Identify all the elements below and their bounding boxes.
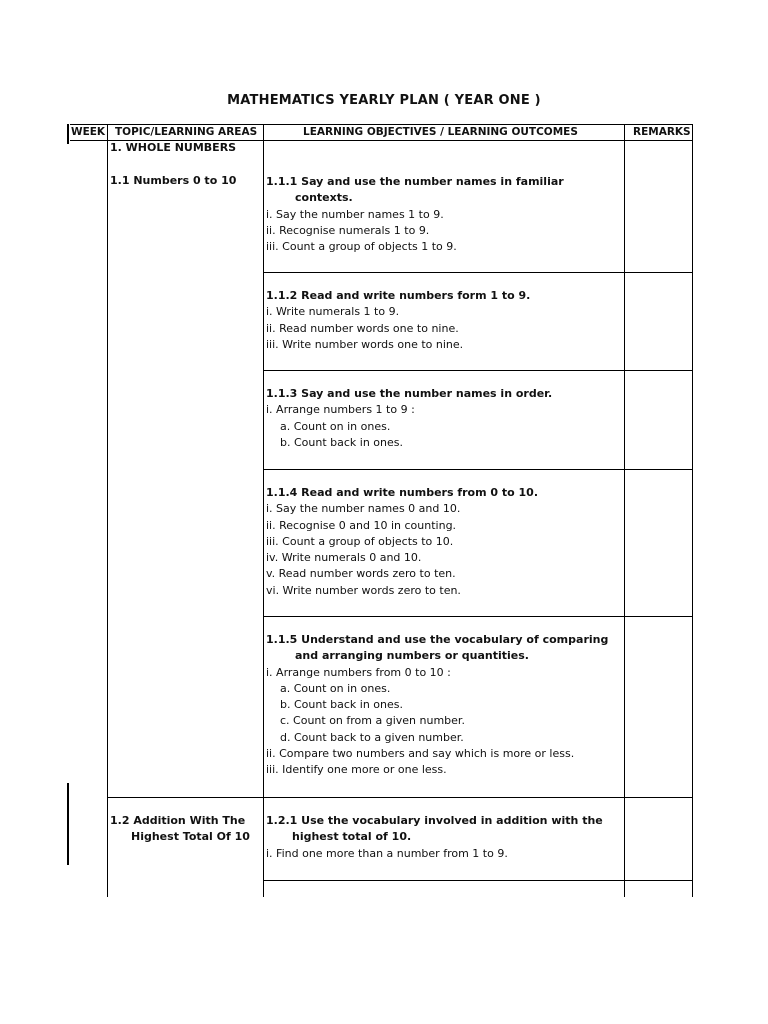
objective-1-2-1 xyxy=(266,813,603,862)
topic-addition-line1: 1.2 Addition With The xyxy=(110,814,246,827)
list-item: i. Find one more than a number from 1 to 9. xyxy=(266,846,508,860)
list-item: v. Read number words zero to ten. xyxy=(266,567,456,581)
list-item: i. Arrange numbers 1 to 9 : xyxy=(266,403,415,417)
objective-1-1-1 xyxy=(266,174,564,255)
list-item: b. Count back in ones. xyxy=(280,435,403,449)
list-item: ii. Recognise numerals 1 to 9. xyxy=(266,223,430,237)
list-item: i. Write numerals 1 to 9. xyxy=(266,305,400,319)
list-item: iii. Write number words one to nine. xyxy=(266,337,464,351)
list-item: a. Count on in ones. xyxy=(280,681,391,695)
objective-heading: 1.2.1 Use the vocabulary involved in addition with the xyxy=(266,814,603,827)
objective-heading: 1.1.3 Say and use the number names in order. xyxy=(266,387,553,400)
list-item: c. Count on from a given number. xyxy=(280,714,465,728)
list-item: i. Say the number names 1 to 9. xyxy=(266,207,444,221)
objective-heading-cont: highest total of 10. xyxy=(292,830,412,844)
objective-1-1-3 xyxy=(266,386,552,451)
objective-heading: 1.1.5 Understand and use the vocabulary of comparing xyxy=(266,633,609,646)
topic-addition-line2: Highest Total Of 10 xyxy=(131,830,250,843)
objective-1-1-4 xyxy=(266,485,538,599)
topic-whole-numbers: 1. WHOLE NUMBERS xyxy=(110,141,237,154)
topic-numbers-0-10: 1.1 Numbers 0 to 10 xyxy=(110,174,237,187)
list-item: ii. Compare two numbers and say which is more or less. xyxy=(266,747,575,761)
list-item: ii. Recognise 0 and 10 in counting. xyxy=(266,518,457,532)
objective-heading-cont: contexts. xyxy=(295,191,353,205)
list-item: vi. Write number words zero to ten. xyxy=(266,583,461,597)
list-item: b. Count back in ones. xyxy=(280,698,403,712)
objective-1-1-2 xyxy=(266,288,530,353)
objective-heading: 1.1.4 Read and write numbers from 0 to 10. xyxy=(266,486,539,499)
list-item: iii. Count a group of objects to 10. xyxy=(266,534,454,548)
list-item: d. Count back to a given number. xyxy=(280,730,464,744)
list-item: iii. Count a group of objects 1 to 9. xyxy=(266,240,457,254)
list-item: ii. Read number words one to nine. xyxy=(266,321,459,335)
list-item: iii. Identify one more or one less. xyxy=(266,763,447,777)
header-objectives: LEARNING OBJECTIVES / LEARNING OUTCOMES xyxy=(303,126,578,138)
header-topic: TOPIC/LEARNING AREAS xyxy=(115,126,258,138)
objective-heading: 1.1.1 Say and use the number names in familiar xyxy=(266,175,564,188)
header-week: WEEK xyxy=(71,126,106,138)
page-title: MATHEMATICS YEARLY PLAN ( YEAR ONE ) xyxy=(227,93,541,108)
objective-1-1-5 xyxy=(266,632,608,779)
list-item: a. Count on in ones. xyxy=(280,419,391,433)
list-item: i. Arrange numbers from 0 to 10 : xyxy=(266,665,451,679)
objective-heading-cont: and arranging numbers or quantities. xyxy=(295,649,529,663)
list-item: i. Say the number names 0 and 10. xyxy=(266,502,461,516)
list-item: iv. Write numerals 0 and 10. xyxy=(266,551,422,565)
objective-heading: 1.1.2 Read and write numbers form 1 to 9. xyxy=(266,289,531,302)
header-remarks: REMARKS xyxy=(633,126,691,138)
